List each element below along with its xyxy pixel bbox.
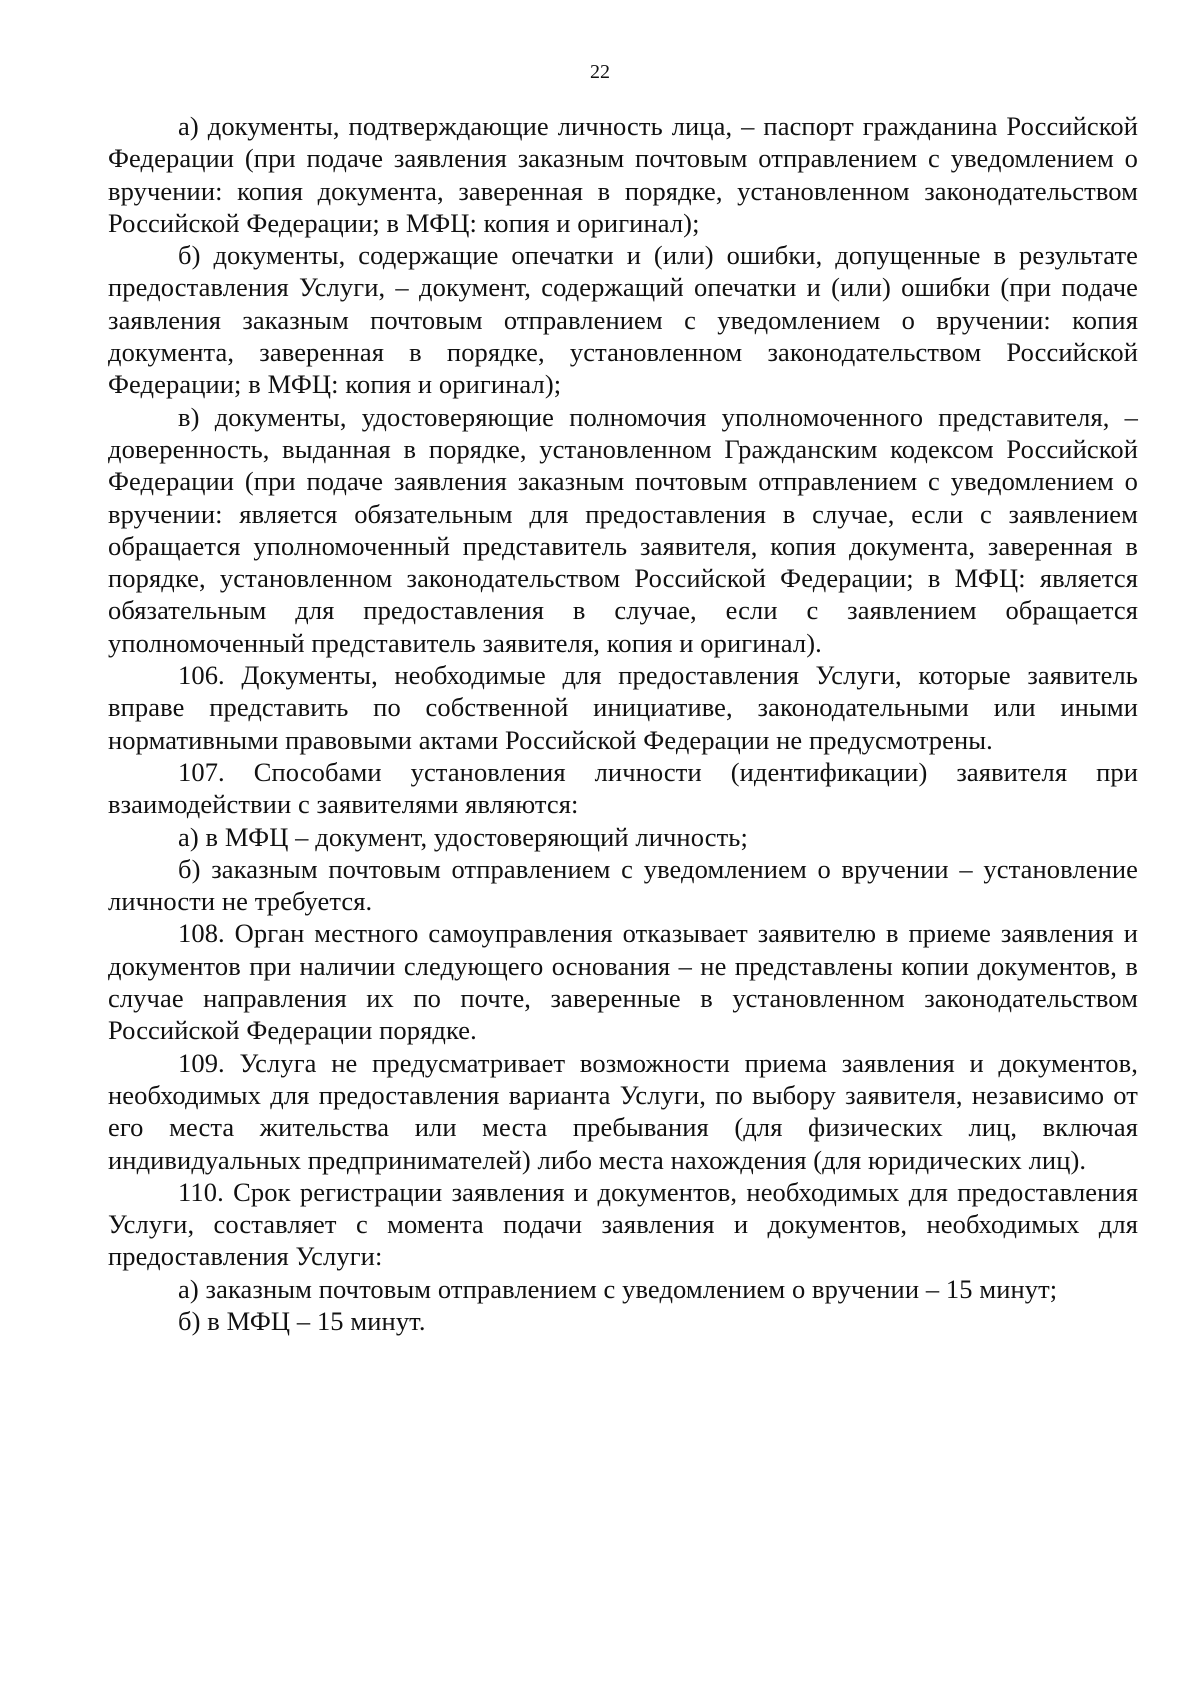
paragraph-a-identity-documents: а) документы, подтверждающие личность лица, – паспорт гражданина Российской Федерации (при подаче заявления заказным почтовым отправлением с уведомлением о вручении: копия документа, заверенная в порядке, установленном законодательством Российской Федерации; в МФЦ: копия и оригинал);: [108, 111, 1138, 238]
paragraph-106: 106. Документы, необходимые для предоставления Услуги, которые заявитель вправе представить по собственной инициативе, законодательными или иными нормативными правовыми актами Российской Федерации не предусмотрены.: [108, 660, 1138, 755]
paragraph-110-a: а) заказным почтовым отправлением с уведомлением о вручении – 15 минут;: [178, 1273, 1058, 1304]
paragraph-108: 108. Орган местного самоуправления отказывает заявителю в приеме заявления и документов при наличии следующего основания – не представлены копии документов, в случае направления их по почте, заверенные в установленном законодательством Российской Федерации порядке.: [108, 918, 1138, 1046]
paragraph-v-authority-documents: в) документы, удостоверяющие полномочия уполномоченного представителя, – доверенность, выданная в порядке, установленном Гражданским кодексом Российской Федерации (при подаче заявления заказным почтовым отправлением с уведомлением о вручении: является обязательным для предоставления в случае, если с заявлением обращается уполномоченный представитель заявителя, копия документа, заверенная в порядке, установленном законодательством Российской Федерации; в МФЦ: является обязательным для предоставления в случае, если с заявлением обращается уполномоченный представитель заявителя, копия и оригинал).: [108, 401, 1138, 658]
page-number: 22: [590, 61, 610, 83]
paragraph-109: 109. Услуга не предусматривает возможности приема заявления и документов, необходимых для предоставления варианта Услуги, по выбору заявителя, независимо от его места жительства или места пребывания (для физических лиц, включая индивидуальных предпринимателей) либо места нахождения (для юридических лиц).: [108, 1047, 1138, 1175]
paragraph-107-a: а) в МФЦ – документ, удостоверяющий личность;: [178, 821, 748, 852]
paragraph-107: 107. Способами установления личности (идентификации) заявителя при взаимодействии с заявителями являются:: [108, 756, 1138, 820]
paragraph-110-b: б) в МФЦ – 15 минут.: [178, 1305, 426, 1336]
paragraph-110: 110. Срок регистрации заявления и документов, необходимых для предоставления Услуги, составляет с момента подачи заявления и документов, необходимых для предоставления Услуги:: [108, 1176, 1138, 1272]
paragraph-107-b: б) заказным почтовым отправлением с уведомлением о вручении – установление личности не требуется.: [108, 853, 1138, 917]
paragraph-b-error-documents: б) документы, содержащие опечатки и (или) ошибки, допущенные в результате предоставления Услуги, – документ, содержащий опечатки и (или) ошибки (при подаче заявления заказным почтовым отправлением с уведомлением о вручении: копия документа, заверенная в порядке, установленном законодательством Российской Федерации; в МФЦ: копия и оригинал);: [108, 240, 1138, 400]
document-body: [108, 110, 1138, 1337]
